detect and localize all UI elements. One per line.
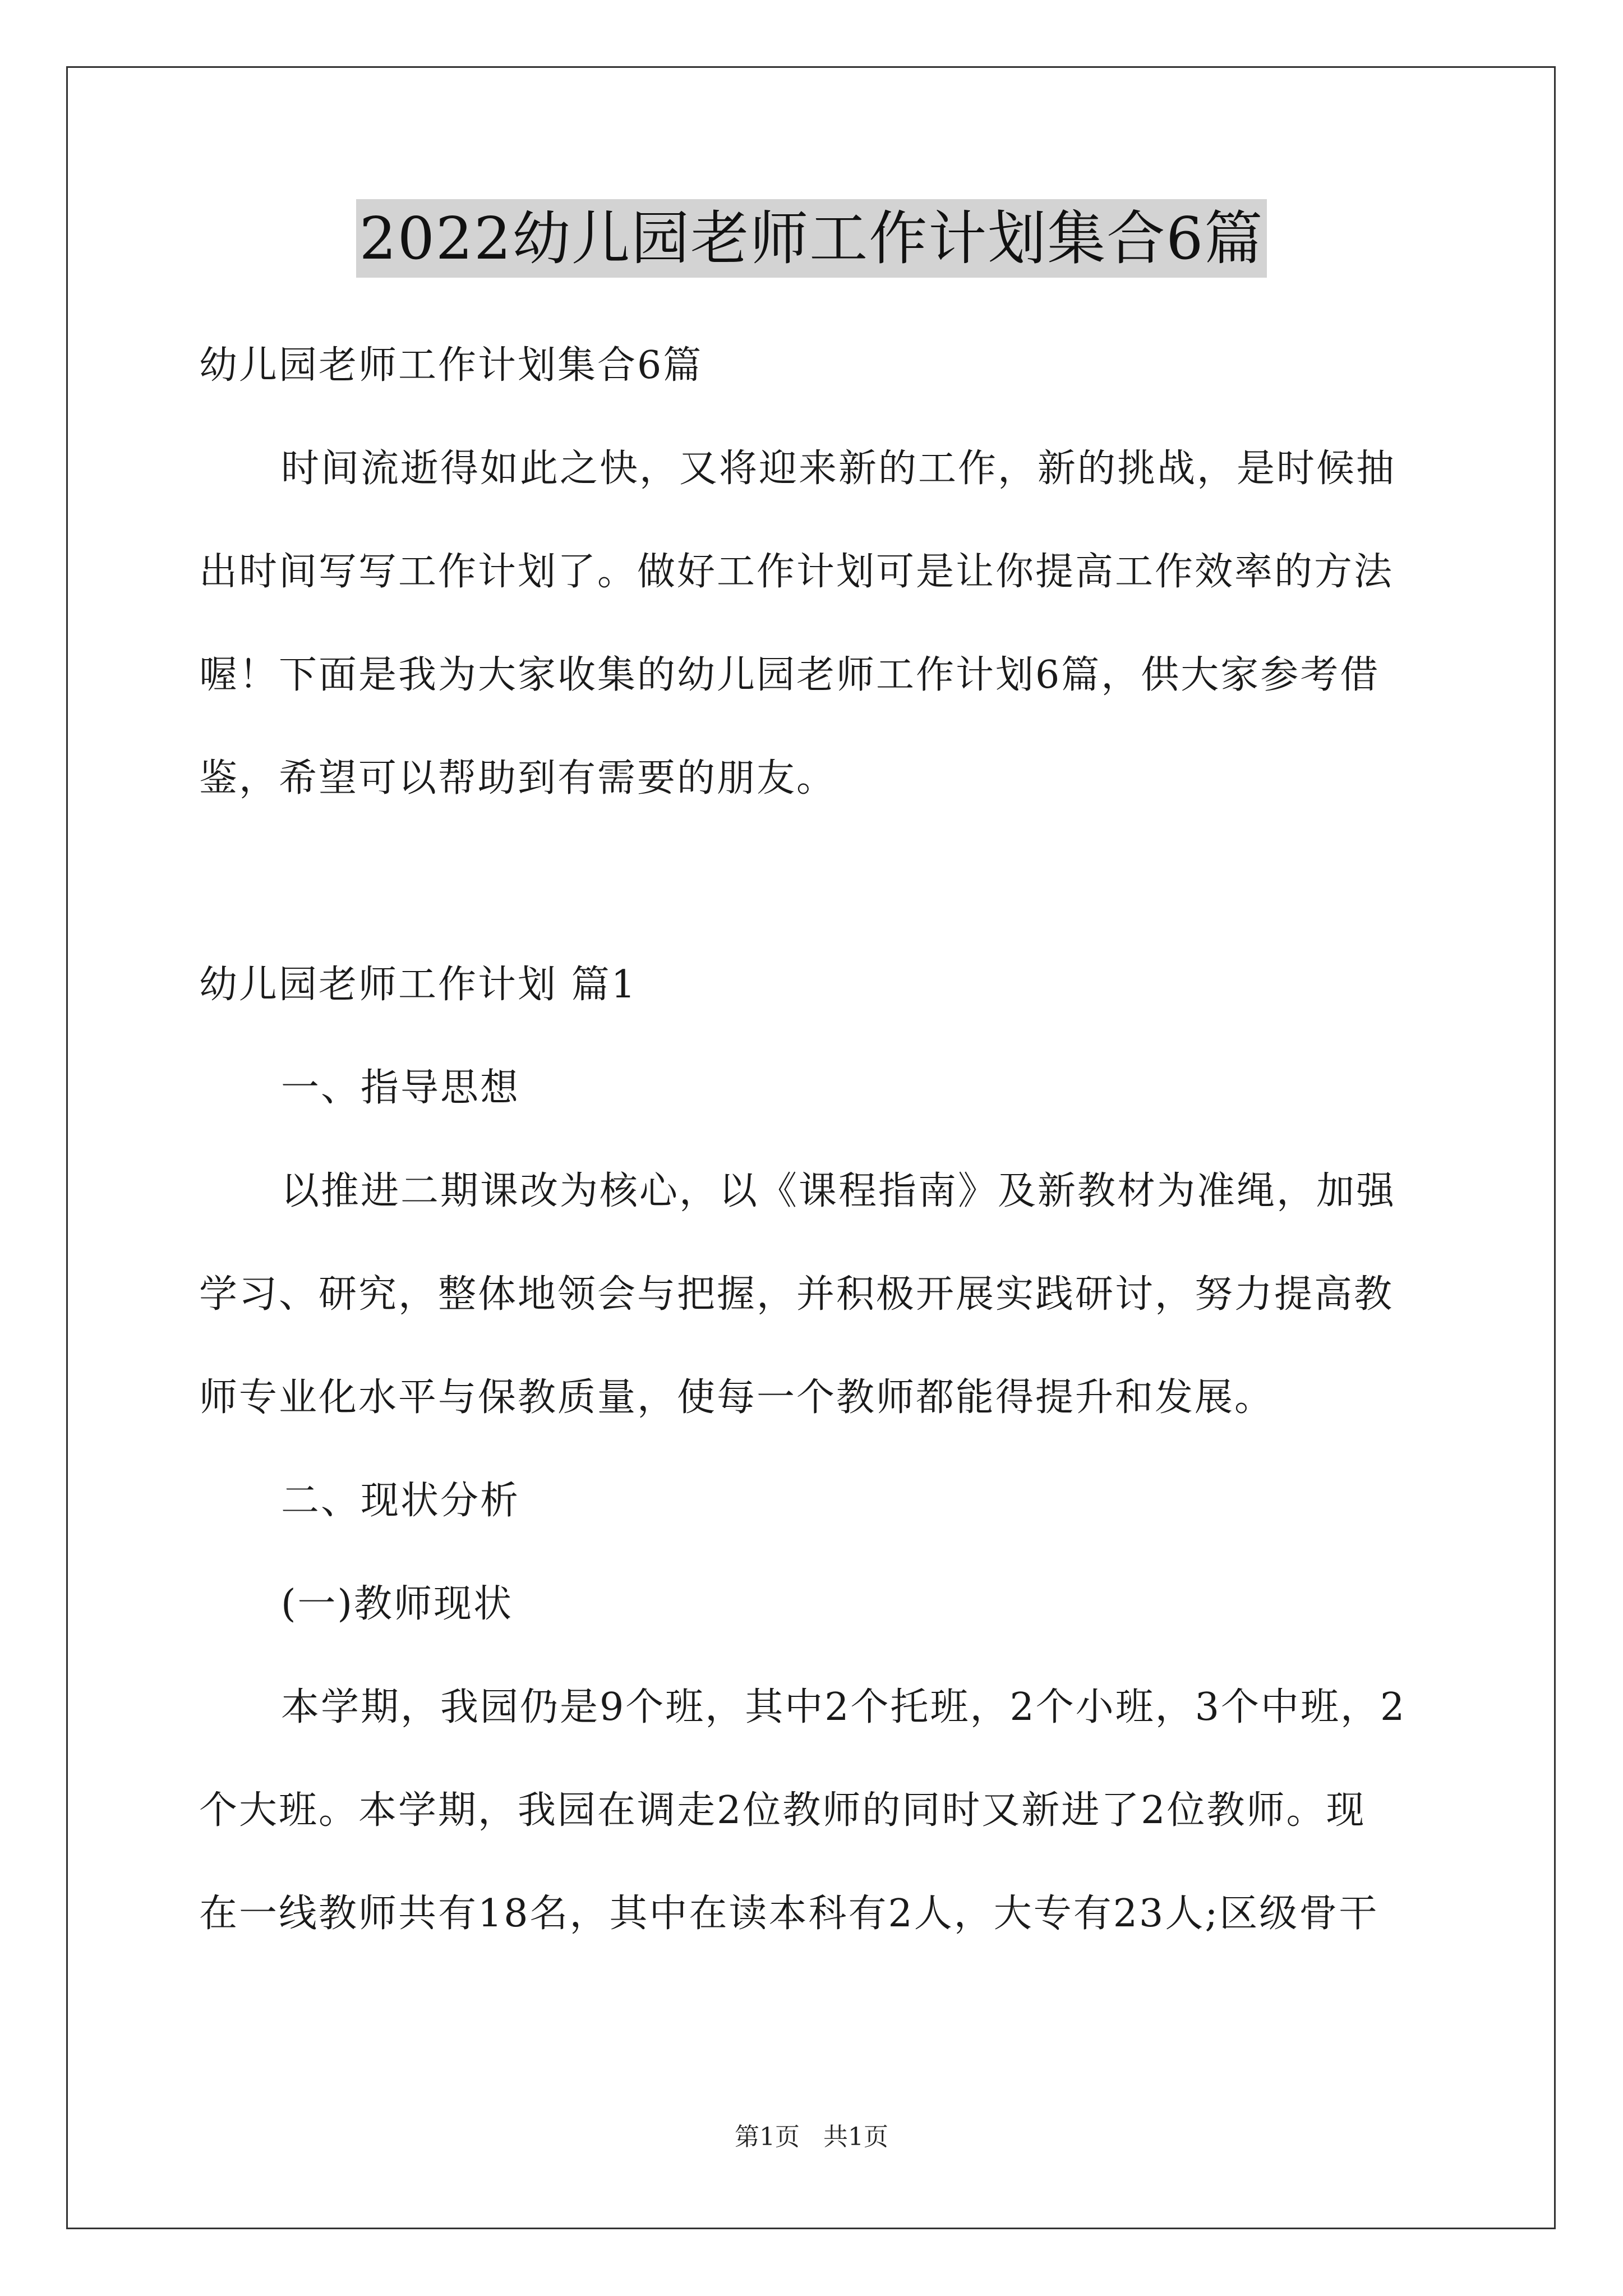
subtitle-line: 幼儿园老师工作计划集合6篇 <box>199 343 703 388</box>
heading-status-analysis: 二、现状分析 <box>281 1479 520 1523</box>
document-title: 2022幼儿园老师工作计划集合6篇 <box>356 199 1267 278</box>
heading-teacher-status: (一)教师现状 <box>281 1582 514 1626</box>
status-paragraph-line-1: 本学期，我园仍是9个班，其中2个托班，2个小班，3个中班，2 <box>281 1685 1407 1729</box>
intro-paragraph-line-4: 鉴，希望可以帮助到有需要的朋友。 <box>199 756 837 800</box>
heading-guiding-ideology: 一、指导思想 <box>281 1066 520 1110</box>
guiding-paragraph-line-2: 学习、研究，整体地领会与把握，并积极开展实践研讨，努力提高教 <box>199 1272 1394 1317</box>
paragraph-gap <box>199 830 1483 933</box>
title-container <box>0 199 1623 278</box>
page-number-current: 第1页 <box>735 2123 800 2151</box>
page-number-total: 共1页 <box>823 2123 888 2151</box>
section-heading: 幼儿园老师工作计划 篇1 <box>199 963 637 1007</box>
guiding-paragraph-line-3: 师专业化水平与保教质量，使每一个教师都能得提升和发展。 <box>199 1375 1275 1420</box>
status-paragraph-line-3: 在一线教师共有18名，其中在读本科有2人，大专有23人;区级骨干 <box>199 1892 1379 1936</box>
intro-paragraph-line-1: 时间流逝得如此之快，又将迎来新的工作，新的挑战，是时候抽 <box>281 447 1396 491</box>
guiding-paragraph-line-1: 以推进二期课改为核心，以《课程指南》及新教材为准绳，加强 <box>281 1169 1396 1213</box>
status-paragraph-line-2: 个大班。本学期，我园在调走2位教师的同时又新进了2位教师。现 <box>199 1788 1366 1833</box>
document-body <box>199 314 1483 1966</box>
intro-paragraph-line-2: 出时间写写工作计划了。做好工作计划可是让你提高工作效率的方法 <box>199 550 1394 594</box>
intro-paragraph-line-3: 喔！下面是我为大家收集的幼儿园老师工作计划6篇，供大家参考借 <box>199 653 1380 697</box>
page-footer <box>0 2120 1623 2154</box>
